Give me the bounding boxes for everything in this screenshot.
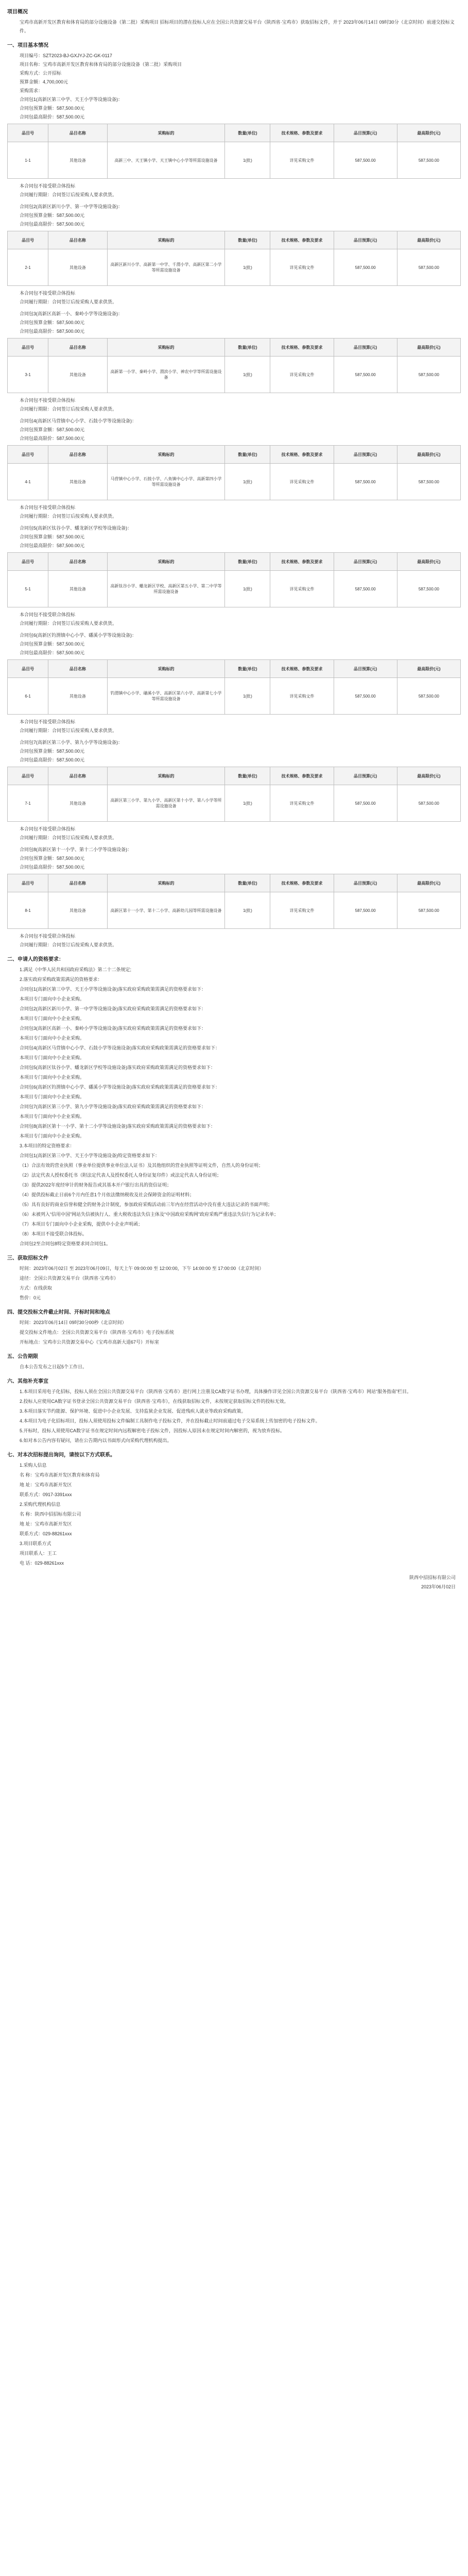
project-contact-title: 3.项目联系方式: [20, 1541, 51, 1546]
qualification-title: 二、申请人的资格要求：: [7, 957, 64, 962]
lot-name: 合同包1(高新区第三中学、天王小学等设施设备)：: [20, 97, 123, 102]
notice-period-title: 五、公告期限: [7, 1354, 38, 1360]
deadline-line: 提交投标文件地点：全国公共资源交易平台（陕西省·宝鸡市）电子投标系统: [20, 1330, 174, 1335]
qualification-line: 本项目专门面向中小企业采购。: [20, 1094, 85, 1099]
lot-name: 合同包5(高新区钛谷小学、蟠龙新区学校等设施设备)：: [20, 526, 132, 531]
table-cell: 详见采购文件: [270, 785, 334, 822]
specific-requirement-line: （7）本项目专门面向中小企业采购，提供中小企业声明函；: [20, 1222, 143, 1227]
table-cell: 详见采购文件: [270, 249, 334, 286]
table-row: [8, 142, 461, 179]
purchaser-title: 1.采购人信息: [20, 1463, 47, 1468]
signature-date: 2023年06月02日: [421, 1584, 456, 1589]
table-cell: 其他设备: [48, 678, 107, 715]
other-line: 6.如对本公告内容有疑问，请在公告期内以书面形式向采购代理机构提出。: [20, 1438, 172, 1443]
table-header-cell: 数量(单位): [225, 660, 270, 678]
basic-info-value: SZT2023-BJ-GXJYJ-ZC-GK-0117: [43, 53, 112, 58]
signature-org: 陕西中招招标有限公司: [409, 1575, 456, 1580]
qualification-line: 合同包5(高新区钛谷小学、蟠龙新区学校等设施设备)落实政府采购政策需满足的资格要求如下：: [20, 1065, 216, 1070]
agent-line: 联系方式：029-88261xxx: [20, 1531, 72, 1536]
lot-term: 合同履行期限：合同签订后按采购人要求供货。: [20, 406, 117, 412]
other-line: 4.本项目为电子化招标项目，投标人须使用投标文件编制工具制作电子投标文件，并在投标截止时间前通过电子交易系统上传加密的电子投标文件。: [20, 1418, 320, 1423]
table-header-cell: 品目名称: [48, 660, 107, 678]
lot-cap: 合同包最高限价：587,500.00元: [20, 114, 85, 120]
table-cell: 详见采购文件: [270, 571, 334, 607]
obtain-line: 方式：在线获取: [20, 1285, 53, 1291]
qualification-line: 3.本项目的特定资格要求：: [20, 1143, 75, 1148]
table-cell: 高新第一小学、秦岭小学、渭滨小学、神农中学等所需设施设备: [107, 357, 225, 393]
overview-intro: 宝鸡市高新开发区教育和体育局的部分设施设备（第二批）采购项目 招标项目的潜在投标人应在全国公共资源交易平台（陕西省·宝鸡市）获取招标文件，并于 2023年06月14日 09时30分（北京时间）前递交投标文件。: [20, 20, 455, 33]
lot-items-table: [7, 445, 461, 500]
table-cell: 5-1: [8, 571, 48, 607]
basic-info-label: 预算金额：: [20, 79, 43, 84]
table-cell: 1(批): [225, 142, 270, 179]
table-cell: 1(批): [225, 464, 270, 500]
purchaser-line: 名 称：宝鸡市高新开发区教育和体育局: [20, 1472, 100, 1478]
table-header-cell: 品目名称: [48, 231, 107, 249]
specific-requirements-list: [7, 1151, 461, 1248]
table-cell: 587,500.00: [397, 678, 460, 715]
lot-name: 合同包3(高新区高新一小、秦岭小学等设施设备)：: [20, 311, 123, 316]
table-header-cell: 技术规格、参数及要求: [270, 124, 334, 142]
table-cell: 587,500.00: [334, 249, 397, 286]
lot-budget: 合同包预算金额：587,500.00元: [20, 320, 85, 325]
table-header-cell: 最高限价(元): [397, 553, 460, 571]
table-cell: 6-1: [8, 678, 48, 715]
lot-consortium-note: 本合同包不接受联合体投标: [20, 612, 76, 617]
agent-title: 2.采购代理机构信息: [20, 1502, 61, 1507]
qualification-line: 合同包4(高新区马营镇中心小学、石鼓小学等设施设备)落实政府采购政策需满足的资格要求如下：: [20, 1045, 220, 1050]
basic-info-title: 一、项目基本情况: [7, 43, 48, 48]
lot-term: 合同履行期限：合同签订后按采购人要求供货。: [20, 942, 117, 947]
table-header-cell: 技术规格、参数及要求: [270, 446, 334, 464]
other-title: 六、其他补充事宜: [7, 1379, 48, 1384]
table-header-cell: 品目名称: [48, 446, 107, 464]
lot-consortium-note: 本合同包不接受联合体投标: [20, 826, 76, 832]
lot-cap: 合同包最高限价：587,500.00元: [20, 865, 85, 870]
agent-line: 名 称：陕西中招招标有限公司: [20, 1512, 81, 1517]
lot-budget: 合同包预算金额：587,500.00元: [20, 213, 85, 218]
table-header-cell: 品目号: [8, 446, 48, 464]
specific-requirement-line: （5）具有良好的商业信誉和健全的财务会计制度，参加政府采购活动前三年内在经营活动中没有重大违法记录的书面声明；: [20, 1202, 273, 1207]
table-cell: 其他设备: [48, 249, 107, 286]
basic-info-label: 项目编号：: [20, 53, 43, 58]
obtain-line: 时间：2023年06月02日 至 2023年06月09日，每天上午 09:00:00 至 12:00:00，下午 14:00:00 至 17:00:00（北京时间）: [20, 1266, 264, 1271]
lot-cap: 合同包最高限价：587,500.00元: [20, 222, 85, 227]
table-header-cell: 品目名称: [48, 553, 107, 571]
qualification-line: 合同包8(高新区第十一小学、第十二小学等设施设备)落实政府采购政策需满足的资格要求如下：: [20, 1124, 216, 1129]
lot-budget: 合同包预算金额：587,500.00元: [20, 106, 85, 111]
project-contact-info: [7, 1549, 461, 1568]
table-cell: 钓渭镇中心小学、磻溪小学、高新区第六小学、高新第七小学等所需设施设备: [107, 678, 225, 715]
lot-items-table: [7, 338, 461, 393]
lot-items-table: [7, 231, 461, 286]
project-contact-line: 电 话：029-88261xxx: [20, 1561, 64, 1566]
table-header-cell: 采购标的: [107, 660, 225, 678]
deadline-list: [7, 1318, 461, 1347]
table-cell: 587,500.00: [334, 785, 397, 822]
table-header-cell: 最高限价(元): [397, 767, 460, 785]
table-header-cell: 品目预算(元): [334, 338, 397, 357]
basic-info-row: [7, 69, 461, 78]
agent-info: [7, 1510, 461, 1538]
lot-name: 合同包8(高新区第十一小学、第十二小学等设施设备)：: [20, 847, 132, 852]
lot-term: 合同履行期限：合同签订后按采购人要求供货。: [20, 514, 117, 519]
table-header-cell: 最高限价(元): [397, 874, 460, 892]
table-header-cell: 数量(单位): [225, 767, 270, 785]
table-header-cell: 数量(单位): [225, 553, 270, 571]
table-header-cell: 最高限价(元): [397, 338, 460, 357]
table-row: [8, 678, 461, 715]
notice-period-list: [7, 1363, 461, 1371]
specific-requirement-line: 合同包2至合同包8特定资格要求同合同包1。: [20, 1241, 111, 1246]
table-cell: 587,500.00: [397, 464, 460, 500]
obtain-line: 途径：全国公共资源交易平台（陕西省·宝鸡市）: [20, 1276, 118, 1281]
table-header-cell: 数量(单位): [225, 231, 270, 249]
table-header-cell: 品目号: [8, 124, 48, 142]
table-header-cell: 技术规格、参数及要求: [270, 553, 334, 571]
deadline-line: 时间：2023年06月14日 09时30分00秒（北京时间）: [20, 1320, 127, 1325]
lot-name: 合同包7(高新区第三小学、第九小学等设施设备)：: [20, 740, 123, 745]
table-cell: 1-1: [8, 142, 48, 179]
lot-block: [7, 738, 461, 842]
table-cell: 详见采购文件: [270, 357, 334, 393]
overview-title: 项目概况: [7, 9, 28, 15]
other-line: 2.投标人应使用CA数字证书登录全国公共资源交易平台（陕西省·宝鸡市），在线获取招标文件，未按规定获取招标文件的投标无效。: [20, 1399, 289, 1404]
table-header-cell: 最高限价(元): [397, 124, 460, 142]
lot-consortium-note: 本合同包不接受联合体投标: [20, 505, 76, 510]
table-cell: 详见采购文件: [270, 142, 334, 179]
table-header-cell: 采购标的: [107, 124, 225, 142]
table-cell: 1(批): [225, 785, 270, 822]
basic-info-row: [7, 52, 461, 60]
lot-block: [7, 95, 461, 199]
notice-period-line: 自本公告发布之日起5个工作日。: [20, 1364, 88, 1369]
lot-block: [7, 631, 461, 735]
table-cell: 587,500.00: [397, 142, 460, 179]
table-cell: 其他设备: [48, 785, 107, 822]
table-header-cell: 技术规格、参数及要求: [270, 767, 334, 785]
agent-line: 地 址：宝鸡市高新开发区: [20, 1521, 72, 1527]
table-cell: 8-1: [8, 892, 48, 929]
table-cell: 587,500.00: [334, 464, 397, 500]
table-row: [8, 892, 461, 929]
basic-info-list: [7, 52, 461, 95]
table-header-cell: 品目预算(元): [334, 767, 397, 785]
table-header-cell: 采购标的: [107, 231, 225, 249]
lot-term: 合同履行期限：合同签订后按采购人要求供货。: [20, 192, 117, 197]
table-cell: 587,500.00: [334, 678, 397, 715]
table-cell: 高新区新川小学、高新第一中学、千渭小学、高新区第二小学等所需设施设备: [107, 249, 225, 286]
table-header-cell: 采购标的: [107, 553, 225, 571]
lot-block: [7, 417, 461, 521]
table-header-cell: 技术规格、参数及要求: [270, 660, 334, 678]
table-row: [8, 571, 461, 607]
lot-cap: 合同包最高限价：587,500.00元: [20, 757, 85, 762]
other-line: 1.本项目采用电子化招标，投标人须在全国公共资源交易平台（陕西省·宝鸡市）进行网上注册及CA数字证书办理，具体操作详见全国公共资源交易平台（陕西省·宝鸡市）网站“服务指南”栏目。: [20, 1389, 412, 1394]
obtain-line: 售价：0元: [20, 1295, 41, 1300]
table-header-cell: 品目名称: [48, 767, 107, 785]
table-header-cell: 最高限价(元): [397, 446, 460, 464]
table-cell: 587,500.00: [397, 571, 460, 607]
table-header-cell: 品目号: [8, 553, 48, 571]
lot-consortium-note: 本合同包不接受联合体投标: [20, 183, 76, 189]
lot-cap: 合同包最高限价：587,500.00元: [20, 329, 85, 334]
lot-term: 合同履行期限：合同签订后按采购人要求供货。: [20, 728, 117, 733]
lot-cap: 合同包最高限价：587,500.00元: [20, 543, 85, 548]
table-header-cell: 品目预算(元): [334, 660, 397, 678]
basic-info-value: 公开招标: [43, 71, 62, 76]
table-header-cell: 采购标的: [107, 446, 225, 464]
table-cell: 7-1: [8, 785, 48, 822]
contact-title: 七、对本次招标提出询问，请按以下方式联系。: [7, 1452, 115, 1458]
table-cell: 详见采购文件: [270, 678, 334, 715]
table-header-cell: 品目预算(元): [334, 874, 397, 892]
specific-requirement-line: （1）合法有效的营业执照（事业单位提供事业单位法人证书）及其他组织的营业执照等证明文件，自然人的身份证明；: [20, 1163, 264, 1168]
table-cell: 587,500.00: [397, 785, 460, 822]
basic-info-row: [7, 87, 461, 95]
lot-consortium-note: 本合同包不接受联合体投标: [20, 934, 76, 939]
obtain-title: 三、获取招标文件: [7, 1256, 48, 1261]
table-header-cell: 品目预算(元): [334, 124, 397, 142]
other-line: 3.本项目落实节约能源、保护环境、促进中小企业发展、支持监狱企业发展、促进残疾人就业等政府采购政策。: [20, 1409, 246, 1414]
qualification-line: 本项目专门面向中小企业采购。: [20, 1075, 85, 1080]
table-header-cell: 最高限价(元): [397, 660, 460, 678]
lot-block: [7, 310, 461, 414]
table-header-cell: 品目预算(元): [334, 553, 397, 571]
basic-info-row: [7, 60, 461, 69]
table-header-cell: 技术规格、参数及要求: [270, 874, 334, 892]
table-cell: 1(批): [225, 678, 270, 715]
qualification-line: 本项目专门面向中小企业采购。: [20, 1133, 85, 1139]
table-cell: 高新三中、天王镇小学、天王镇中心小学等所需设施设备: [107, 142, 225, 179]
qualification-line: 合同包2(高新区新川小学、第一中学等设施设备)落实政府采购政策需满足的资格要求如下：: [20, 1006, 206, 1011]
table-header-cell: 品目名称: [48, 124, 107, 142]
specific-requirement-line: （8）本项目不接受联合体投标。: [20, 1231, 88, 1236]
lot-budget: 合同包预算金额：587,500.00元: [20, 856, 85, 861]
lot-name: 合同包4(高新区马营镇中心小学、石鼓小学等设施设备)：: [20, 418, 137, 423]
qualification-line: 本项目专门面向中小企业采购。: [20, 1055, 85, 1060]
table-header-cell: 品目号: [8, 874, 48, 892]
table-cell: 详见采购文件: [270, 464, 334, 500]
table-header-cell: 品目号: [8, 767, 48, 785]
qualification-line: 合同包7(高新区第三小学、第九小学等设施设备)落实政府采购政策需满足的资格要求如下：: [20, 1104, 206, 1109]
qualification-line: 合同包1(高新区第三中学、天王小学等设施设备)落实政府采购政策需满足的资格要求如下：: [20, 987, 206, 992]
table-cell: 其他设备: [48, 892, 107, 929]
specific-requirement-line: （2）法定代表人授权委托书（附法定代表人及授权委托人身份证复印件）或法定代表人身份证明；: [20, 1173, 222, 1178]
table-cell: 587,500.00: [397, 249, 460, 286]
lot-block: [7, 845, 461, 950]
lot-term: 合同履行期限：合同签订后按采购人要求供货。: [20, 835, 117, 840]
specific-requirement-line: （6）未被列入“信用中国”网站失信被执行人、重大税收违法失信主体及“中国政府采购网”政府采购严重违法失信行为记录名单；: [20, 1212, 279, 1217]
table-row: [8, 249, 461, 286]
table-header-cell: 数量(单位): [225, 874, 270, 892]
signature-block: [7, 1573, 461, 1591]
announcement-page: [7, 7, 461, 1591]
purchaser-line: 地 址：宝鸡市高新开发区: [20, 1482, 72, 1487]
lot-term: 合同履行期限：合同签订后按采购人要求供货。: [20, 621, 117, 626]
qualification-line: 本项目专门面向中小企业采购。: [20, 996, 85, 1002]
table-cell: 587,500.00: [397, 892, 460, 929]
basic-info-value: 4,700,000元: [43, 79, 68, 84]
table-cell: 1(批): [225, 892, 270, 929]
basic-info-label: 项目名称：: [20, 62, 43, 67]
table-header-cell: 品目名称: [48, 874, 107, 892]
table-header-cell: 数量(单位): [225, 124, 270, 142]
lot-items-table: [7, 874, 461, 929]
table-cell: 587,500.00: [334, 142, 397, 179]
table-header-cell: 品目号: [8, 231, 48, 249]
table-row: [8, 464, 461, 500]
lot-block: [7, 524, 461, 628]
table-cell: 1(批): [225, 357, 270, 393]
table-header-cell: 品目号: [8, 660, 48, 678]
obtain-list: [7, 1264, 461, 1302]
lot-block: [7, 202, 461, 307]
other-line: 5.开标时，投标人须使用CA数字证书在规定时间内远程解密电子投标文件，因投标人原因未在规定时间内解密的，视为放弃投标。: [20, 1428, 285, 1433]
basic-info-row: [7, 78, 461, 87]
table-cell: 高新区第三小学、第九小学、高新区第十小学、第八小学等所需设施设备: [107, 785, 225, 822]
qualification-line: 1.满足《中华人民共和国政府采购法》第二十二条规定;: [20, 967, 132, 972]
table-header-cell: 品目号: [8, 338, 48, 357]
table-header-cell: 采购标的: [107, 767, 225, 785]
table-header-cell: 品目预算(元): [334, 446, 397, 464]
lot-consortium-note: 本合同包不接受联合体投标: [20, 291, 76, 296]
table-cell: 4-1: [8, 464, 48, 500]
table-cell: 马营镇中心小学、石鼓小学、八鱼镇中心小学、高新第四小学等所需设施设备: [107, 464, 225, 500]
table-cell: 1(批): [225, 571, 270, 607]
lot-items-table: [7, 659, 461, 715]
table-cell: 2-1: [8, 249, 48, 286]
specific-requirement-line: 合同包1(高新区第三中学、天王小学等设施设备)特定资格要求如下：: [20, 1153, 160, 1158]
qualification-line: 本项目专门面向中小企业采购。: [20, 1036, 85, 1041]
qualification-list: [7, 965, 461, 1150]
table-cell: 高新钛谷小学、蟠龙新区学校、高新区第五小学、第二中学等所需设施设备: [107, 571, 225, 607]
lot-consortium-note: 本合同包不接受联合体投标: [20, 398, 76, 403]
other-list: [7, 1387, 461, 1445]
lot-consortium-note: 本合同包不接受联合体投标: [20, 719, 76, 724]
table-cell: 587,500.00: [334, 357, 397, 393]
lots-container: [7, 95, 461, 950]
table-header-cell: 采购标的: [107, 338, 225, 357]
basic-info-label: 采购方式：: [20, 71, 43, 76]
table-header-cell: 品目名称: [48, 338, 107, 357]
lot-cap: 合同包最高限价：587,500.00元: [20, 436, 85, 441]
purchaser-line: 联系方式：0917-3391xxx: [20, 1492, 72, 1497]
table-cell: 详见采购文件: [270, 892, 334, 929]
basic-info-value: 宝鸡市高新开发区教育和体育局的部分设施设备（第二批）采购项目: [43, 62, 182, 67]
lot-cap: 合同包最高限价：587,500.00元: [20, 650, 85, 655]
deadline-line: 开标地点：宝鸡市公共资源交易中心（宝鸡市高新大道67号）开标室: [20, 1340, 160, 1345]
table-header-cell: 最高限价(元): [397, 231, 460, 249]
qualification-line: 合同包6(高新区钓渭镇中心小学、磻溪小学等设施设备)落实政府采购政策需满足的资格要求如下：: [20, 1084, 220, 1090]
lot-term: 合同履行期限：合同签订后按采购人要求供货。: [20, 299, 117, 304]
lot-budget: 合同包预算金额：587,500.00元: [20, 427, 85, 432]
table-cell: 其他设备: [48, 142, 107, 179]
table-cell: 其他设备: [48, 571, 107, 607]
lot-budget: 合同包预算金额：587,500.00元: [20, 749, 85, 754]
purchaser-info: [7, 1471, 461, 1499]
lot-budget: 合同包预算金额：587,500.00元: [20, 534, 85, 539]
table-row: [8, 357, 461, 393]
table-header-cell: 技术规格、参数及要求: [270, 338, 334, 357]
table-cell: 587,500.00: [334, 892, 397, 929]
table-cell: 1(批): [225, 249, 270, 286]
table-cell: 其他设备: [48, 357, 107, 393]
table-cell: 587,500.00: [397, 357, 460, 393]
lot-name: 合同包2(高新区新川小学、第一中学等设施设备)：: [20, 204, 123, 209]
qualification-line: 2.落实政府采购政策需满足的资格要求：: [20, 977, 102, 982]
table-cell: 3-1: [8, 357, 48, 393]
lot-budget: 合同包预算金额：587,500.00元: [20, 641, 85, 647]
specific-requirement-line: （3）提供2022年度经审计的财务报告或其基本开户银行出具的资信证明；: [20, 1182, 172, 1188]
lot-items-table: [7, 552, 461, 607]
table-row: [8, 785, 461, 822]
qualification-line: 合同包3(高新区高新一小、秦岭小学等设施设备)落实政府采购政策需满足的资格要求如下：: [20, 1026, 206, 1031]
basic-info-label: 采购需求：: [20, 88, 43, 93]
deadline-title: 四、提交投标文件截止时间、开标时间和地点: [7, 1310, 110, 1315]
table-cell: 其他设备: [48, 464, 107, 500]
table-header-cell: 数量(单位): [225, 446, 270, 464]
lot-items-table: [7, 124, 461, 179]
lot-name: 合同包6(高新区钓渭镇中心小学、磻溪小学等设施设备)：: [20, 633, 137, 638]
table-cell: 高新区第十一小学、第十二小学、高新幼儿园等所需设施设备: [107, 892, 225, 929]
table-header-cell: 品目预算(元): [334, 231, 397, 249]
table-header-cell: 采购标的: [107, 874, 225, 892]
lot-items-table: [7, 767, 461, 822]
table-cell: 587,500.00: [334, 571, 397, 607]
project-contact-line: 项目联系人：王工: [20, 1551, 57, 1556]
qualification-line: 本项目专门面向中小企业采购。: [20, 1016, 85, 1021]
specific-requirement-line: （4）提供投标截止日前6个月内任意1个月依法缴纳税收及社会保障资金的证明材料；: [20, 1192, 195, 1197]
table-header-cell: 数量(单位): [225, 338, 270, 357]
table-header-cell: 技术规格、参数及要求: [270, 231, 334, 249]
qualification-line: 本项目专门面向中小企业采购。: [20, 1114, 85, 1119]
